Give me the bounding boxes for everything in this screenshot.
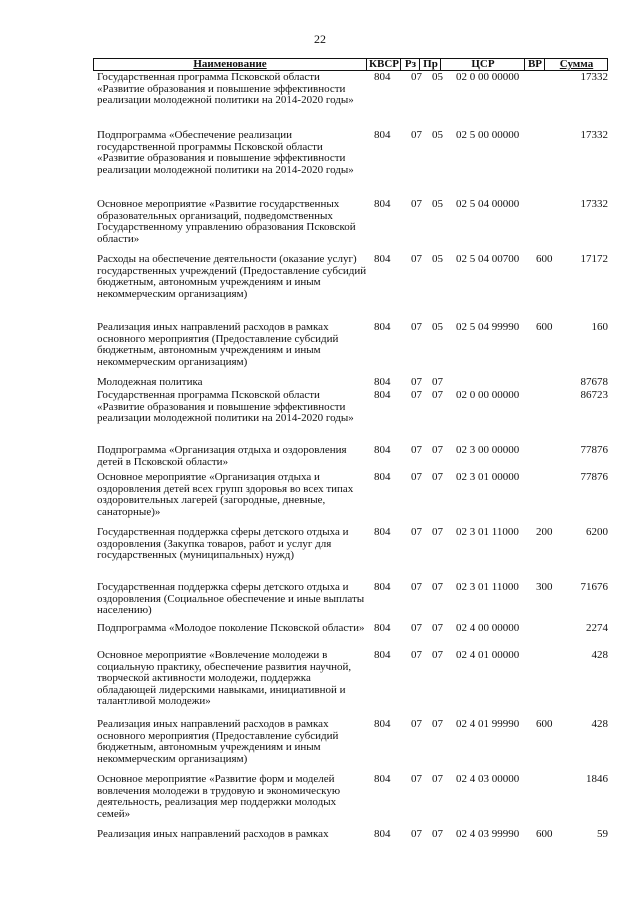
row-vr: 200 <box>536 526 553 538</box>
table-row <box>0 650 640 719</box>
row-name: Основное мероприятие «Вовлечение молодежи в социальную практику, обеспечение развития научной, творческой активности молодежи, поддержка обладающей лидерскими навыками, инициативной и талантливой молодежи» <box>97 649 352 707</box>
row-sum: 428 <box>591 718 608 730</box>
header-rz: Рз <box>400 59 420 70</box>
row-pr: 07 <box>432 471 443 483</box>
row-rz: 07 <box>411 253 422 265</box>
table-row <box>0 527 640 582</box>
table-row <box>0 829 640 843</box>
row-rz: 07 <box>411 444 422 456</box>
row-sum: 1846 <box>586 773 608 785</box>
row-kvsr: 804 <box>374 773 391 785</box>
row-kvsr: 804 <box>374 649 391 661</box>
row-csr: 02 3 01 11000 <box>456 581 519 593</box>
row-pr: 07 <box>432 718 443 730</box>
row-rz: 07 <box>411 718 422 730</box>
row-csr: 02 5 04 00700 <box>456 253 520 265</box>
row-kvsr: 804 <box>374 389 391 401</box>
row-csr: 02 0 00 00000 <box>456 71 520 83</box>
table-header <box>93 58 608 71</box>
row-kvsr: 804 <box>374 471 391 483</box>
header-sum: Сумма <box>544 59 608 70</box>
row-pr: 07 <box>432 376 443 388</box>
page-number: 22 <box>314 32 326 46</box>
row-name: Государственная программа Псковской области «Развитие образования и повышение эффективности реализации молодежной политики на 2014-2020 годы» <box>97 71 354 106</box>
header-vr: ВР <box>524 59 545 70</box>
header-csr: ЦСР <box>440 59 525 70</box>
row-kvsr: 804 <box>374 321 391 333</box>
header-name: Наименование <box>193 58 267 70</box>
row-pr: 05 <box>432 253 443 265</box>
table-row <box>0 72 640 130</box>
row-csr: 02 3 01 00000 <box>456 471 520 483</box>
row-csr: 02 4 03 00000 <box>456 773 520 785</box>
table-row <box>0 623 640 650</box>
row-sum: 59 <box>597 828 608 840</box>
row-vr: 600 <box>536 253 553 265</box>
row-pr: 05 <box>432 129 443 141</box>
row-sum: 77876 <box>580 471 608 483</box>
table-row <box>0 774 640 829</box>
row-name: Подпрограмма «Обеспечение реализации государственной программы Псковской области «Развитие образования и повышение эффективности реализации молодежной политики на 2014-2020 годы» <box>97 129 354 176</box>
row-csr: 02 5 04 99990 <box>456 321 520 333</box>
row-kvsr: 804 <box>374 581 391 593</box>
row-name: Государственная поддержка сферы детского отдыха и оздоровления (Социальное обеспечение и иные выплаты населению) <box>97 581 365 616</box>
table-row <box>0 130 640 199</box>
table-row <box>0 322 640 377</box>
row-sum: 17172 <box>580 253 608 265</box>
row-pr: 07 <box>432 622 443 634</box>
row-name: Молодежная политика <box>97 376 203 388</box>
row-pr: 07 <box>432 649 443 661</box>
row-csr: 02 4 01 00000 <box>456 649 520 661</box>
row-kvsr: 804 <box>374 376 391 388</box>
row-csr: 02 3 01 11000 <box>456 526 519 538</box>
row-sum: 17332 <box>580 129 608 141</box>
table-body <box>0 72 640 843</box>
row-sum: 71676 <box>580 581 608 593</box>
row-pr: 07 <box>432 526 443 538</box>
row-sum: 17332 <box>580 71 608 83</box>
row-rz: 07 <box>411 389 422 401</box>
row-kvsr: 804 <box>374 71 391 83</box>
row-pr: 05 <box>432 71 443 83</box>
table-row <box>0 445 640 472</box>
row-kvsr: 804 <box>374 622 391 634</box>
row-pr: 07 <box>432 389 443 401</box>
row-name: Государственная программа Псковской области «Развитие образования и повышение эффективности реализации молодежной политики на 2014-2020 годы» <box>97 389 354 424</box>
row-rz: 07 <box>411 581 422 593</box>
table-row <box>0 582 640 623</box>
header-kvsr: КВСР <box>366 59 401 70</box>
row-vr: 600 <box>536 321 553 333</box>
row-sum: 6200 <box>586 526 608 538</box>
row-pr: 05 <box>432 321 443 333</box>
row-csr: 02 3 00 00000 <box>456 444 520 456</box>
row-sum: 2274 <box>586 622 608 634</box>
row-rz: 07 <box>411 526 422 538</box>
row-vr: 300 <box>536 581 553 593</box>
row-rz: 07 <box>411 71 422 83</box>
row-rz: 07 <box>411 471 422 483</box>
row-kvsr: 804 <box>374 444 391 456</box>
row-rz: 07 <box>411 773 422 785</box>
row-kvsr: 804 <box>374 828 391 840</box>
row-name: Подпрограмма «Организация отдыха и оздоровления детей в Псковской области» <box>97 444 347 468</box>
row-kvsr: 804 <box>374 198 391 210</box>
row-rz: 07 <box>411 129 422 141</box>
row-csr: 02 4 03 99990 <box>456 828 520 840</box>
row-vr: 600 <box>536 718 553 730</box>
row-pr: 07 <box>432 444 443 456</box>
row-name: Реализация иных направлений расходов в рамках основного мероприятия (Предоставление субсидий бюджетным, автономным учреждениям и иным некоммерческим организациям) <box>97 718 339 765</box>
row-kvsr: 804 <box>374 718 391 730</box>
row-csr: 02 5 00 00000 <box>456 129 520 141</box>
row-rz: 07 <box>411 321 422 333</box>
row-name: Расходы на обеспечение деятельности (оказание услуг) государственных учреждений (Предоставление субсидий бюджетным, автономным учреждениям и иным некоммерческим организациям) <box>97 253 367 300</box>
row-sum: 17332 <box>580 198 608 210</box>
row-sum: 428 <box>591 649 608 661</box>
row-sum: 87678 <box>580 376 608 388</box>
row-pr: 07 <box>432 581 443 593</box>
table-row <box>0 377 640 390</box>
table-row <box>0 719 640 774</box>
row-name: Основное мероприятие «Развитие государственных образовательных организаций, подведомственных Государственному управлению образования Псковской области» <box>97 198 356 245</box>
row-rz: 07 <box>411 828 422 840</box>
row-name: Реализация иных направлений расходов в рамках основного мероприятия (Предоставление субсидий бюджетным, автономным учреждениям и иным некоммерческим организациям) <box>97 321 339 368</box>
table-row <box>0 472 640 527</box>
row-sum: 160 <box>591 321 608 333</box>
row-pr: 07 <box>432 828 443 840</box>
row-name: Подпрограмма «Молодое поколение Псковской области» <box>97 622 365 634</box>
row-csr: 02 4 01 99990 <box>456 718 520 730</box>
row-name: Основное мероприятие «Развитие форм и моделей вовлечения молодежи в трудовую и экономическую деятельность, реализация мер поддержки молодых семей» <box>97 773 341 820</box>
row-name: Реализация иных направлений расходов в рамках <box>97 828 329 840</box>
row-sum: 77876 <box>580 444 608 456</box>
table-row <box>0 390 640 445</box>
row-kvsr: 804 <box>374 129 391 141</box>
row-rz: 07 <box>411 649 422 661</box>
table-row <box>0 199 640 254</box>
row-rz: 07 <box>411 622 422 634</box>
table-row <box>0 254 640 322</box>
row-csr: 02 0 00 00000 <box>456 389 520 401</box>
row-rz: 07 <box>411 376 422 388</box>
row-name: Государственная поддержка сферы детского отдыха и оздоровления (Закупка товаров, работ и услуг для государственных (муниципальных) нужд) <box>97 526 349 561</box>
row-pr: 05 <box>432 198 443 210</box>
row-csr: 02 4 00 00000 <box>456 622 520 634</box>
row-rz: 07 <box>411 198 422 210</box>
header-pr: Пр <box>419 59 441 70</box>
row-kvsr: 804 <box>374 253 391 265</box>
row-vr: 600 <box>536 828 553 840</box>
row-kvsr: 804 <box>374 526 391 538</box>
row-sum: 86723 <box>580 389 608 401</box>
row-pr: 07 <box>432 773 443 785</box>
row-name: Основное мероприятие «Организация отдыха и оздоровления детей всех групп здоровья во всех типах оздоровительных лагерей (загородные, дневные, санаторные)» <box>97 471 354 518</box>
row-csr: 02 5 04 00000 <box>456 198 520 210</box>
